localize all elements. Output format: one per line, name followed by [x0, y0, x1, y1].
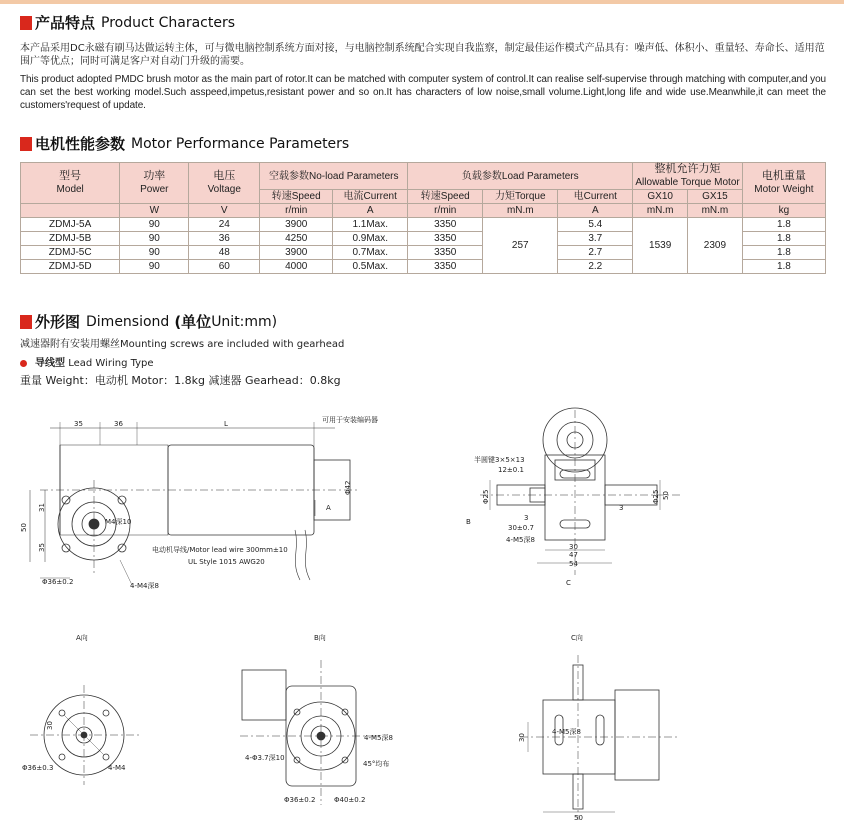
- view-b: [240, 660, 380, 805]
- cell-noload-speed: 3900: [260, 218, 333, 232]
- cell-noload-speed: 4000: [260, 260, 333, 274]
- cell-load-current: 5.4: [558, 218, 633, 232]
- unit-cell: A: [558, 204, 633, 218]
- cell-noload-current: 0.5Max.: [333, 260, 408, 274]
- unit-cell: mN.m: [633, 204, 688, 218]
- view-c: [520, 655, 680, 820]
- cell-power: 90: [120, 218, 189, 232]
- cell-noload-current: 0.9Max.: [333, 232, 408, 246]
- header-allowable-torque: 整机允许力矩 Allowable Torque Motor: [633, 163, 742, 190]
- unit-cell: r/min: [260, 204, 333, 218]
- cell-power: 90: [120, 260, 189, 274]
- dim-30-07: 30±0.7: [508, 524, 534, 532]
- cell-power: 90: [120, 232, 189, 246]
- dim-30-view-c: 30: [518, 733, 526, 742]
- header-load-torque: 力矩Torque: [483, 190, 558, 204]
- dim-L: L: [224, 420, 228, 428]
- cell-power: 90: [120, 246, 189, 260]
- motor-performance-table: [20, 162, 826, 274]
- unit-cell: kg: [742, 204, 825, 218]
- section-marker: [20, 315, 32, 329]
- unit-label-zh: (单位: [174, 313, 212, 331]
- top-accent-line: [0, 0, 844, 4]
- phi37-depth10-label: 4-Φ3.7深10: [245, 754, 285, 762]
- dim-3-left: 3: [524, 514, 529, 522]
- dim-31: 31: [38, 503, 46, 512]
- encoder-note: 可用于安装编码器: [322, 416, 378, 424]
- unit-row: [21, 204, 826, 218]
- cell-load-current: 2.7: [558, 246, 633, 260]
- header-weight: 电机重量 Motor Weight: [742, 163, 825, 204]
- header-noload: 空载参数No-load Parameters: [260, 163, 408, 190]
- unit-cell: r/min: [408, 204, 483, 218]
- header-gx10: GX10: [633, 190, 688, 204]
- dim-50: 50: [20, 523, 28, 532]
- cell-load-speed: 3350: [408, 232, 483, 246]
- unit-cell: mN.m: [483, 204, 558, 218]
- product-description-zh: 本产品采用DC永磁有刷马达做运转主体，可与微电脑控制系统方面对接，与电脑控制系统配合实现自我监察，制定最佳运作模式产品具有：噪声低、体积小、重量轻、寿命长、适用范围广等优点；同时可满足客户对自动门升级的需要。: [20, 43, 825, 67]
- header-noload-current: 电流Current: [333, 190, 408, 204]
- unit-label-en: Unit:mm): [211, 313, 278, 330]
- section-title-motor-performance: [20, 133, 349, 154]
- view-c-title: C向: [571, 634, 583, 642]
- section-title-en: Dimensiond: [86, 313, 170, 330]
- cell-load-current: 2.2: [558, 260, 633, 274]
- header-load: 负载参数Load Parameters: [408, 163, 633, 190]
- arrow-c-label: C: [566, 579, 571, 587]
- section-marker: [20, 16, 32, 30]
- cell-gx15: 2309: [688, 218, 743, 274]
- m5-depth8-view-b: 4-M5深8: [364, 734, 393, 742]
- cell-load-current: 3.7: [558, 232, 633, 246]
- cell-noload-current: 1.1Max.: [333, 218, 408, 232]
- cell-voltage: 60: [189, 260, 260, 274]
- m5-depth8-view-c: 4-M5深8: [552, 728, 581, 736]
- cell-noload-current: 0.7Max.: [333, 246, 408, 260]
- cell-model: ZDMJ-5B: [21, 232, 120, 246]
- unit-cell: V: [189, 204, 260, 218]
- cell-noload-speed: 4250: [260, 232, 333, 246]
- cell-voltage: 36: [189, 232, 260, 246]
- dim-50-view-c: 50: [574, 814, 583, 822]
- dim-30-view-a: 30: [46, 721, 54, 730]
- weight-line: 重量 Weight：电动机 Motor：1.8kg 减速器 Gearhead：0.8kg: [20, 374, 341, 387]
- dim-phi36-02-view-b: Φ36±0.2: [284, 796, 316, 804]
- section-marker: [20, 137, 32, 151]
- lead-wiring-type: 导线型 Lead Wiring Type: [20, 354, 154, 369]
- technical-drawings: [0, 400, 844, 840]
- header-model: 型号 Model: [21, 163, 120, 204]
- arrow-a-label: A: [326, 504, 331, 512]
- m5-depth8-label: 4-M5深8: [506, 536, 535, 544]
- cell-gx10: 1539: [633, 218, 688, 274]
- ul-style-note: UL Style 1015 AWG20: [188, 558, 265, 566]
- cell-weight: 1.8: [742, 260, 825, 274]
- dim-35-left: 35: [38, 543, 46, 552]
- cell-model: ZDMJ-5A: [21, 218, 120, 232]
- view-a-title: A向: [76, 634, 88, 642]
- cell-voltage: 24: [189, 218, 260, 232]
- dim-phi40-02: Φ40±0.2: [334, 796, 366, 804]
- section-title-zh: 电机性能参数: [35, 135, 126, 153]
- cell-load-speed: 3350: [408, 246, 483, 260]
- unit-cell: W: [120, 204, 189, 218]
- section-title-zh: 产品特点: [35, 14, 96, 32]
- product-description-en: This product adopted PMDC brush motor as the main part of rotor.It can be matched with computer system of control.It can realise self-supervise through matching with computer,and you can set the best working model.Such asspeed,impetus,resistant power and so on.It has characters of low noise,small volume.Light,long life and wide use.Meanwhile,it can meet the customers'request of update.: [20, 74, 826, 111]
- section-title-zh: 外形图: [35, 313, 81, 331]
- header-load-speed: 转速Speed: [408, 190, 483, 204]
- header-noload-speed: 转速Speed: [260, 190, 333, 204]
- header-power: 功率 Power: [120, 163, 189, 204]
- dim-35-top: 35: [74, 420, 83, 428]
- unit-cell: [21, 204, 120, 218]
- gearhead-front-view: [480, 408, 680, 575]
- header-load-current: 电Current: [558, 190, 633, 204]
- dim-phi25-right: Φ25: [652, 489, 660, 504]
- cell-weight: 1.8: [742, 246, 825, 260]
- bullet-dot-icon: [20, 360, 27, 367]
- section-title-dimensions: [20, 311, 277, 332]
- dim-30-front: 30: [569, 543, 578, 551]
- dim-phi36-03: Φ36±0.3: [22, 764, 54, 772]
- cell-model: ZDMJ-5D: [21, 260, 120, 274]
- header-voltage: 电压 Voltage: [189, 163, 260, 204]
- key-dim-12: 12±0.1: [498, 466, 524, 474]
- m4-depth8-label: 4-M4深8: [130, 582, 159, 590]
- cell-model: ZDMJ-5C: [21, 246, 120, 260]
- cell-weight: 1.8: [742, 232, 825, 246]
- dim-36: 36: [114, 420, 123, 428]
- dim-3-right: 3: [619, 504, 624, 512]
- dim-50-right: 50: [662, 491, 670, 500]
- dim-phi25-left: Φ25: [482, 489, 490, 504]
- header-gx15: GX15: [688, 190, 743, 204]
- dim-phi42: Φ42: [344, 480, 352, 495]
- dim-54: 54: [569, 560, 578, 568]
- cell-load-torque: 257: [483, 218, 558, 274]
- dim-47: 47: [569, 551, 578, 559]
- cell-load-speed: 3350: [408, 260, 483, 274]
- uniform-45-label: 45°均布: [363, 760, 390, 768]
- cell-weight: 1.8: [742, 218, 825, 232]
- m4-depth10-label: M4深10: [105, 518, 132, 526]
- table-row: [21, 218, 826, 232]
- arrow-b-label: B: [466, 518, 471, 526]
- unit-cell: mN.m: [688, 204, 743, 218]
- mounting-screws-note: 减速器附有安装用螺丝Mounting screws are included with gearhead: [20, 339, 345, 350]
- dim-phi36-02: Φ36±0.2: [42, 578, 74, 586]
- m4-label-view-a: 4-M4: [108, 764, 126, 772]
- cell-voltage: 48: [189, 246, 260, 260]
- section-title-product-characters: [20, 12, 235, 33]
- cell-load-speed: 3350: [408, 218, 483, 232]
- unit-cell: A: [333, 204, 408, 218]
- cell-noload-speed: 3900: [260, 246, 333, 260]
- section-title-en: Product Characters: [101, 14, 236, 31]
- section-title-en: Motor Performance Parameters: [131, 135, 350, 152]
- motor-lead-wire-note: 电动机导线/Motor lead wire 300mm±10: [152, 546, 288, 554]
- semicircle-key-label: 半圆键3×5×13: [474, 456, 525, 464]
- view-b-title: B向: [314, 634, 326, 642]
